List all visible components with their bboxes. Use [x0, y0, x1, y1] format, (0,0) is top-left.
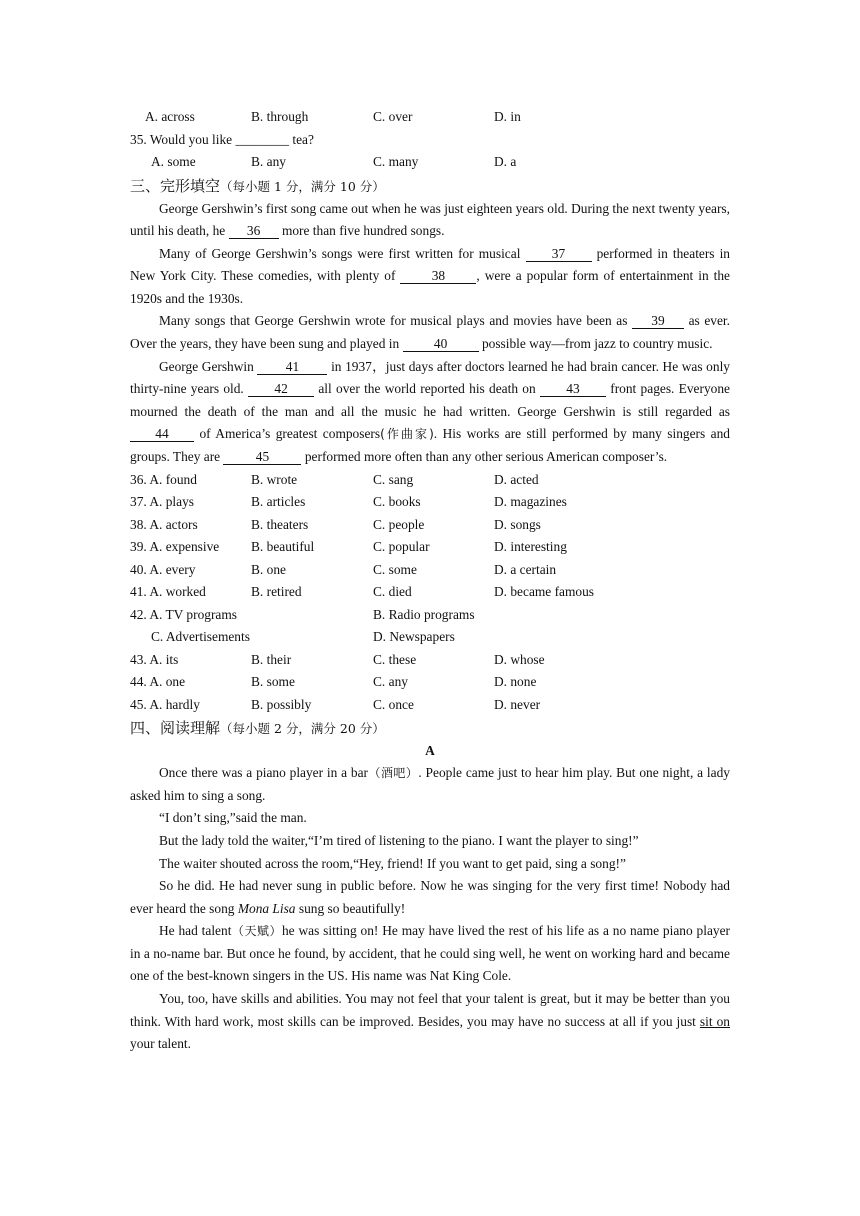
q35-options: [130, 151, 730, 174]
q35-stem: [130, 129, 730, 152]
exam-page: [130, 106, 730, 1056]
options-row-42b: C. Advertisements D. Newspapers: [151, 629, 455, 645]
reading-paragraph-6: He had talent（天赋）he was sitting on! He may have lived the rest of his life as a no name piano player in a no-name bar. But once he found, by accident, that he could sing well, he went on working hard and became one of the best-known singers in the US. His name was Nat King Cole.: [130, 923, 730, 984]
options-row-40: 40. A. every B. one C. some D. a certain: [130, 561, 557, 577]
blank-45: 45: [223, 449, 301, 465]
reading-paragraph-2: “I don’t sing,”said the man.: [159, 810, 307, 826]
blank-44: 44: [130, 426, 194, 442]
options-row-38: 38. A. actors B. theaters C. people D. songs: [130, 516, 541, 532]
option-b: B. through: [251, 109, 309, 124]
option-a: A. across: [145, 109, 195, 124]
option-b: B. any: [251, 154, 286, 169]
section3-title: 三、完形填空: [130, 176, 221, 195]
section4-note: （每小题 2 分，满分 20 分）: [220, 721, 385, 737]
q34-options: [130, 106, 730, 129]
reading-paragraph-1: Once there was a piano player in a bar（酒吧）. People came just to hear him play. But one night, a lady asked him to sing a song.: [130, 765, 730, 803]
section4-heading: [130, 716, 730, 740]
blank-43: 43: [540, 381, 606, 397]
passage-label: A: [425, 743, 435, 759]
blank-36: 36: [229, 223, 279, 239]
options-row-41: 41. A. worked B. retired C. died D. became famous: [130, 584, 595, 600]
section3-heading: [130, 174, 730, 198]
option-c: C. over: [373, 109, 413, 124]
options-row-44: 44. A. one B. some C. any D. none: [130, 674, 537, 690]
blank-39: 39: [632, 313, 684, 329]
option-c: C. many: [373, 154, 419, 169]
cloze-paragraph-2: Many of George Gershwin’s songs were first written for musical 37 performed in theaters in New York City. These comedies, with plenty of 38 , were a popular form of entertainment in the 1920s and the 1930s.: [130, 245, 731, 306]
reading-paragraph-3: But the lady told the waiter,“I’m tired of listening to the piano. I want the player to sing!”: [159, 832, 639, 848]
underlined-phrase: sit on: [699, 1013, 730, 1029]
cloze-paragraph-3: Many songs that George Gershwin wrote for musical plays and movies have been as 39 as ever. Over the years, they have been sung and played in 40 possible way—from jazz to country music.: [130, 313, 730, 352]
composer-gloss: (作曲家): [380, 427, 434, 442]
options-row-43: 43. A. its B. their C. these D. whose: [130, 651, 545, 667]
option-d: D. a: [494, 154, 517, 169]
blank-41: 41: [257, 359, 327, 375]
option-d: D. in: [494, 109, 521, 124]
q35-stem-pre: 35. Would you like: [130, 131, 233, 147]
reading-paragraph-5: So he did. He had never sung in public before. Now he was singing for the very first time! Nobody had ever heard the song Mona Lisa sung so beautifully!: [130, 878, 730, 916]
reading-paragraph-4: The waiter shouted across the room,“Hey, friend! If you want to get paid, sing a song!”: [159, 855, 626, 871]
q35-blank: ________: [235, 131, 289, 147]
reading-paragraph-7: You, too, have skills and abilities. You may not feel that your talent is great, but it may be better than you think. With hard work, most skills can be improved. Besides, you may have no success at all if you just sit on your talent.: [130, 991, 730, 1052]
options-row-39: 39. A. expensive B. beautiful C. popular D. interesting: [130, 539, 567, 555]
blank-38: 38: [400, 268, 476, 284]
q35-stem-post: tea?: [292, 131, 314, 147]
options-row-37: 37. A. plays B. articles C. books D. magazines: [130, 494, 567, 510]
blank-40: 40: [403, 336, 479, 352]
options-row-45: 45. A. hardly B. possibly C. once D. never: [130, 696, 541, 712]
song-title: Mona Lisa: [237, 900, 296, 916]
section3-note: （每小题 1 分，满分 10 分）: [220, 178, 385, 194]
cloze-paragraph-1: George Gershwin’s first song came out when he was just eighteen years old. During the next twenty years, until his death, he 36 more than five hundred songs.: [130, 200, 730, 239]
cloze-paragraph-4: George Gershwin 41 in 1937，just days after doctors learned he had brain cancer. He was only thirty-nine years old. 42 all over the world reported his death on 43 front pages. Everyone mourned the death of the man and all the music he had written. George Gershwin is still regarded as 44 of America’s greatest composers(作曲家). His works are still performed by many singers and groups. They are 45 performed more often than any other serious American composer’s.: [130, 358, 730, 465]
section4-title: 四、阅读理解: [130, 719, 221, 738]
option-a: A. some: [151, 154, 196, 169]
blank-37: 37: [526, 246, 592, 262]
options-row-36: 36. A. found B. wrote C. sang D. acted: [130, 471, 539, 487]
options-row-42a: 42. A. TV programs B. Radio programs: [130, 606, 475, 622]
blank-42: 42: [248, 381, 314, 397]
